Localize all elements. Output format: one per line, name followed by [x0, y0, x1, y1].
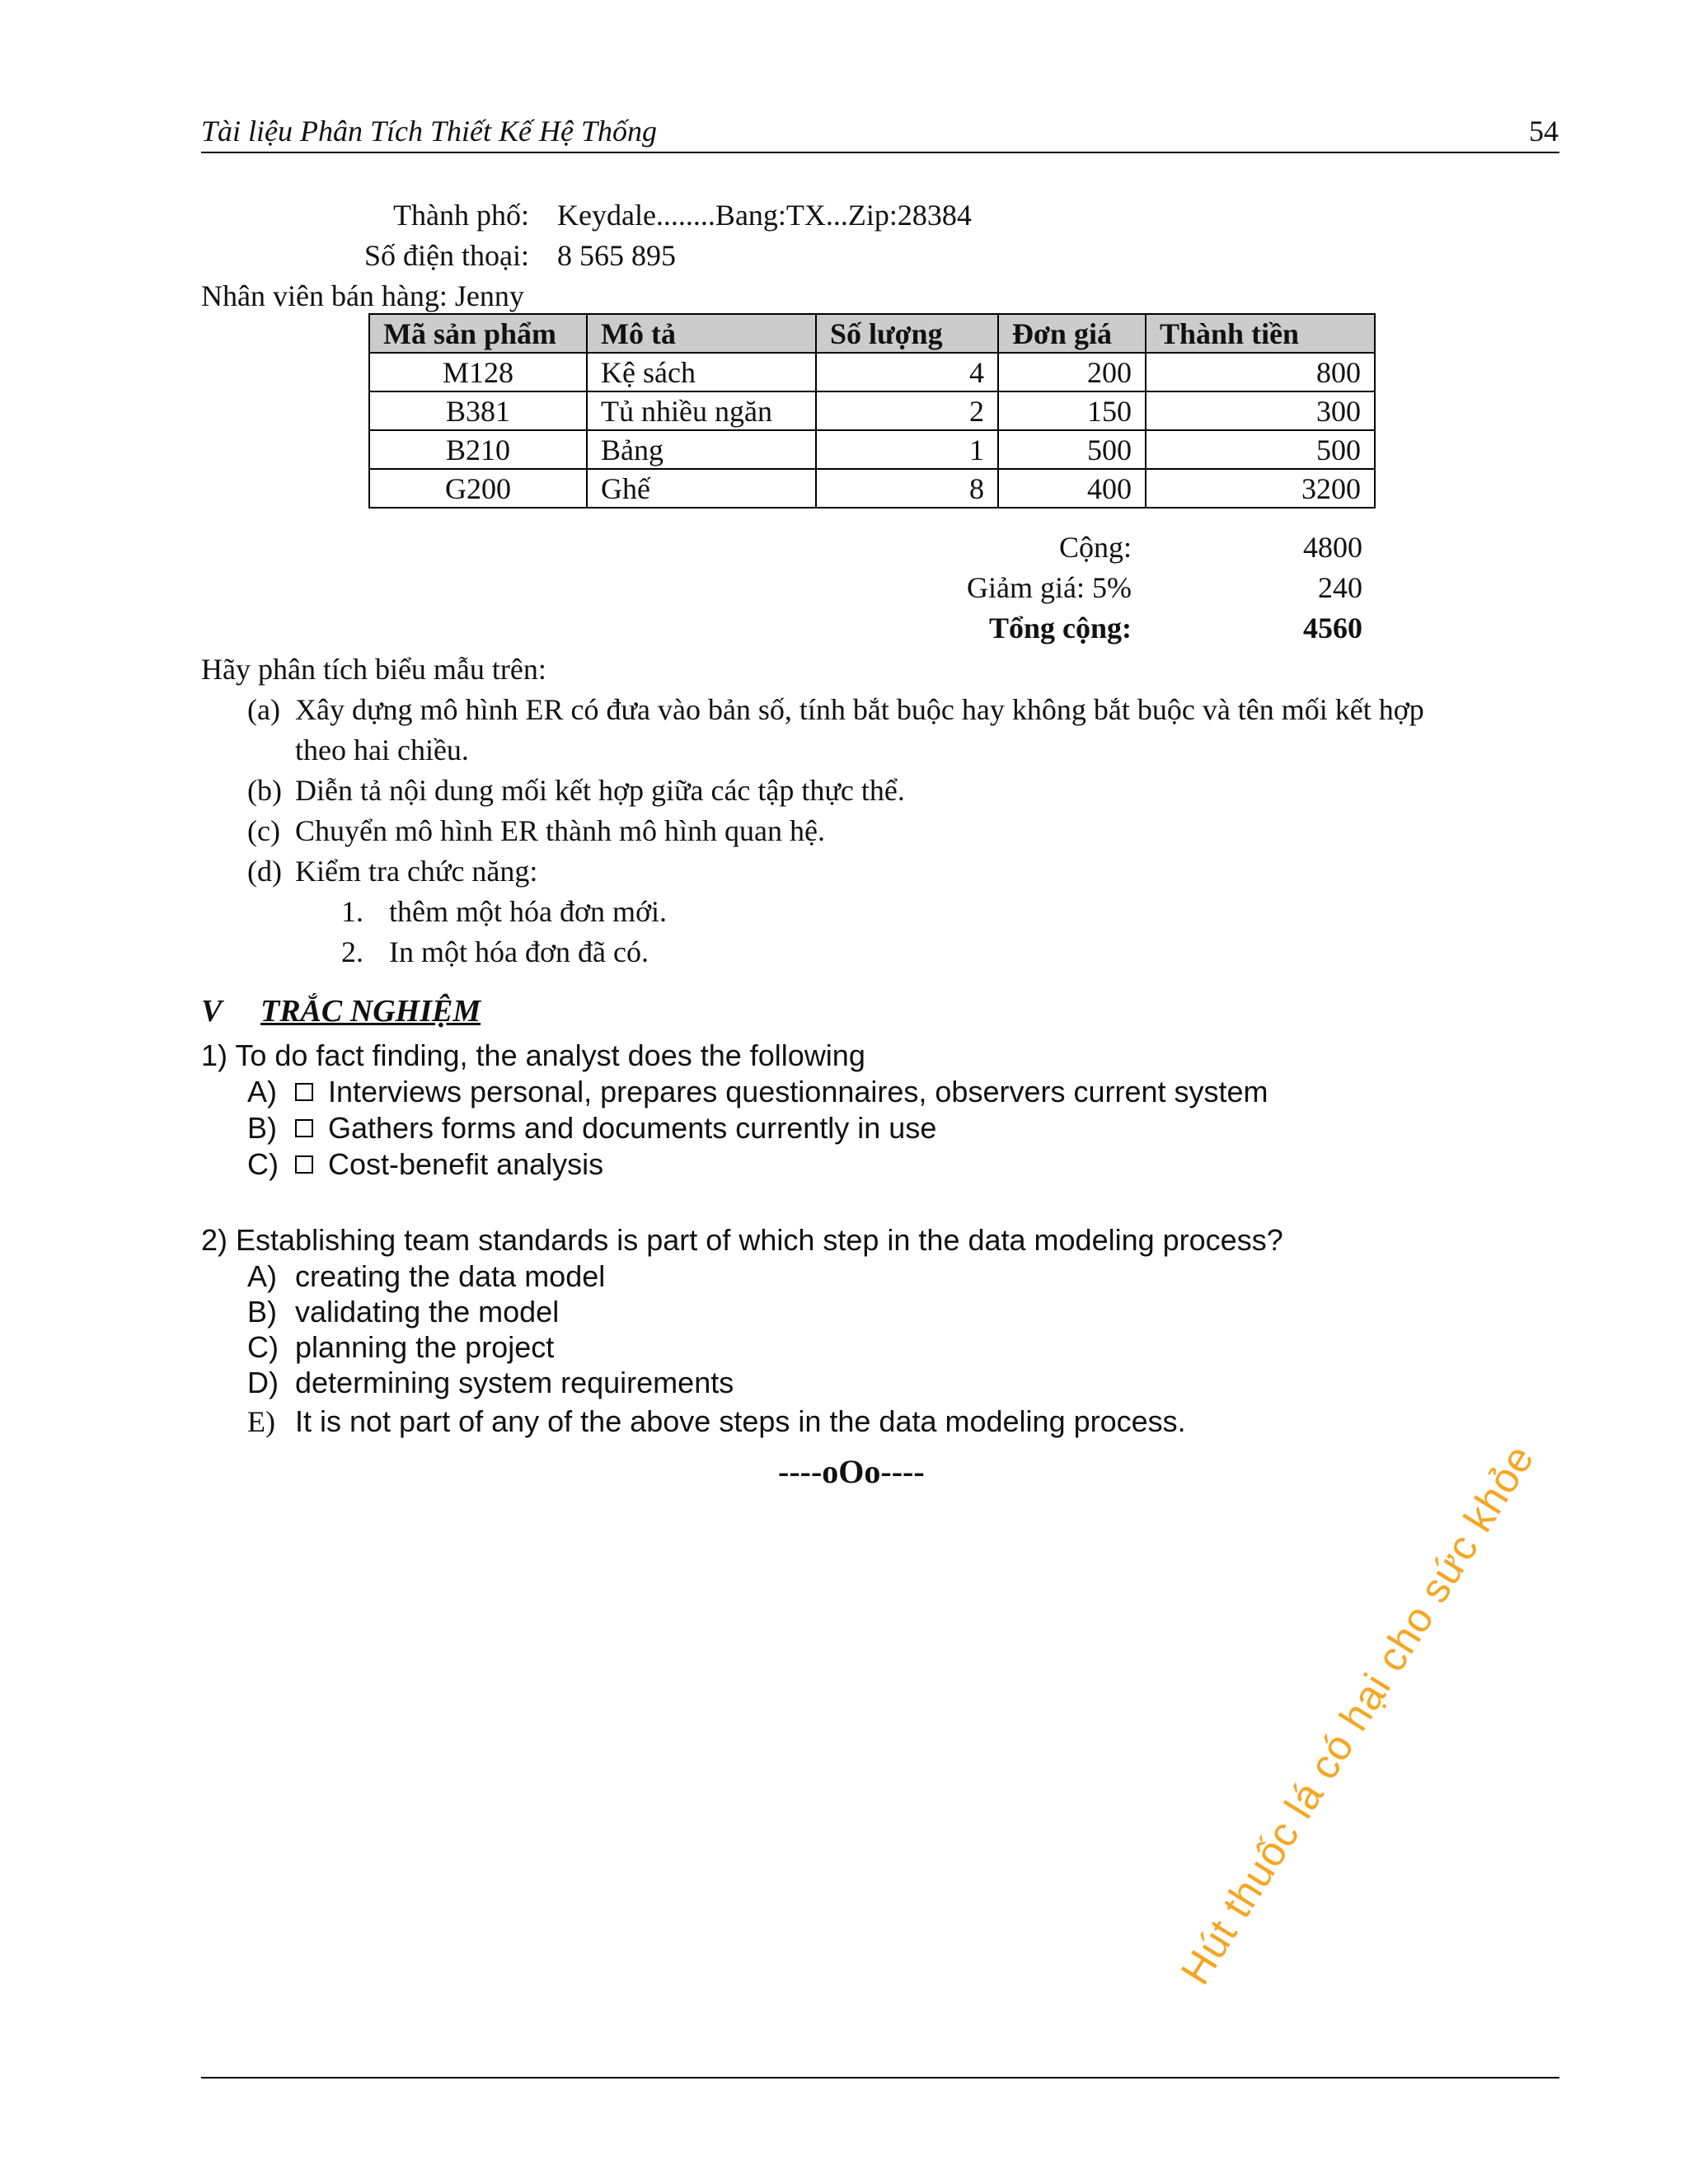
invoice-table — [368, 313, 1376, 509]
answer-option — [247, 1259, 605, 1294]
discount-value: 240 — [1318, 571, 1362, 604]
option-text: planning the project — [295, 1330, 555, 1364]
option-text: Interviews personal, prepares questionnaires, observers current system — [328, 1075, 1268, 1108]
header-rule — [201, 152, 1559, 153]
table-cell: M128 — [369, 353, 587, 391]
task-text: Xây dựng mô hình ER có đưa vào bản số, tính bắt buộc hay không bắt buộc và tên mối kết hợp — [295, 693, 1424, 726]
table-cell: Bảng — [587, 430, 816, 469]
subtask-marker: 1. — [341, 895, 363, 928]
task-marker: (d) — [247, 855, 282, 888]
table-cell: 200 — [998, 353, 1146, 391]
answer-option — [247, 1366, 734, 1400]
phone-value: 8 565 895 — [557, 239, 676, 272]
task-text-continued: theo hai chiều. — [295, 733, 469, 766]
task-marker: (c) — [247, 814, 280, 847]
task-marker: (b) — [247, 774, 282, 807]
footer-rule — [201, 2077, 1559, 2079]
option-text: validating the model — [295, 1295, 560, 1329]
column-header: Thành tiền — [1146, 314, 1375, 353]
column-header: Mô tả — [587, 314, 816, 353]
task-marker: (a) — [247, 693, 280, 726]
column-header: Số lượng — [816, 314, 998, 353]
option-text: It is not part of any of the above steps in the data modeling process. — [295, 1404, 1186, 1438]
city-label: Thành phố: — [393, 199, 529, 232]
option-text: Gathers forms and documents currently in use — [328, 1111, 937, 1145]
option-letter: E) — [247, 1405, 275, 1438]
table-cell: 150 — [998, 391, 1146, 430]
end-mark: ----oOo---- — [778, 1453, 925, 1490]
table-cell: 500 — [1146, 430, 1375, 469]
table-cell: 1 — [816, 430, 998, 469]
section-title: TRẮC NGHIỆM — [260, 994, 481, 1029]
table-cell: B210 — [369, 430, 587, 469]
answer-option — [247, 1147, 603, 1182]
answer-option — [247, 1295, 559, 1329]
table-row — [369, 391, 1375, 430]
option-letter: A) — [247, 1259, 277, 1293]
task-text: Chuyển mô hình ER thành mô hình quan hệ. — [295, 814, 825, 847]
table-cell: Ghế — [587, 469, 816, 508]
answer-option — [247, 1075, 1268, 1109]
option-text: creating the data model — [295, 1259, 606, 1293]
table-cell: Kệ sách — [587, 353, 816, 391]
phone-label: Số điện thoại: — [364, 239, 529, 272]
option-letter: A) — [247, 1075, 277, 1108]
page-header-title: Tài liệu Phân Tích Thiết Kế Hệ Thống — [201, 115, 657, 148]
question-text: 1) To do fact finding, the analyst does the following — [201, 1038, 865, 1072]
subtotal-value: 4800 — [1303, 531, 1362, 564]
analysis-intro: Hãy phân tích biểu mẫu trên: — [201, 653, 546, 686]
table-row — [369, 469, 1375, 508]
task-text: Diễn tả nội dung mối kết hợp giữa các tập thực thể. — [295, 774, 905, 807]
discount-label: Giảm giá: 5% — [967, 571, 1132, 604]
task-text: Kiểm tra chức năng: — [295, 855, 538, 888]
table-cell: 300 — [1146, 391, 1375, 430]
option-letter: C) — [247, 1330, 279, 1364]
option-letter: B) — [247, 1295, 277, 1329]
option-letter: D) — [247, 1366, 279, 1399]
subtotal-label: Cộng: — [1058, 531, 1132, 564]
table-cell: 400 — [998, 469, 1146, 508]
option-letter: C) — [247, 1147, 279, 1181]
column-header: Đơn giá — [998, 314, 1146, 353]
table-cell: 4 — [816, 353, 998, 391]
option-text: Cost-benefit analysis — [328, 1147, 604, 1181]
page-number: 54 — [1529, 115, 1559, 148]
total-label: Tổng cộng: — [988, 612, 1132, 644]
answer-option — [247, 1404, 1186, 1439]
option-text: determining system requirements — [295, 1366, 734, 1399]
option-checkbox[interactable] — [295, 1119, 313, 1137]
option-checkbox[interactable] — [295, 1083, 313, 1101]
question-text: 2) Establishing team standards is part of which step in the data modeling process? — [201, 1223, 1283, 1257]
table-cell: 3200 — [1146, 469, 1375, 508]
table-cell: 2 — [816, 391, 998, 430]
table-cell: 800 — [1146, 353, 1375, 391]
section-number: V — [201, 994, 223, 1029]
table-cell: 500 — [998, 430, 1146, 469]
table-cell: Tủ nhiều ngăn — [587, 391, 816, 430]
answer-option — [247, 1111, 936, 1146]
option-letter: B) — [247, 1111, 277, 1145]
table-header-row — [369, 314, 1375, 353]
table-cell: B381 — [369, 391, 587, 430]
table-row — [369, 353, 1375, 391]
city-value: Keydale........Bang:TX...Zip:28384 — [557, 199, 972, 232]
subtask-marker: 2. — [341, 935, 363, 968]
watermark-text: Hút thuốc lá có hại cho sức khỏe — [1171, 1436, 1544, 1993]
subtask-text: thêm một hóa đơn mới. — [389, 895, 668, 928]
table-cell: 8 — [816, 469, 998, 508]
table-row — [369, 430, 1375, 469]
column-header: Mã sản phẩm — [369, 314, 587, 353]
table-cell: G200 — [369, 469, 587, 508]
total-value: 4560 — [1303, 612, 1362, 644]
answer-option — [247, 1330, 554, 1365]
subtask-text: In một hóa đơn đã có. — [389, 935, 649, 968]
option-checkbox[interactable] — [295, 1155, 313, 1174]
salesperson-line: Nhân viên bán hàng: Jenny — [201, 279, 524, 312]
